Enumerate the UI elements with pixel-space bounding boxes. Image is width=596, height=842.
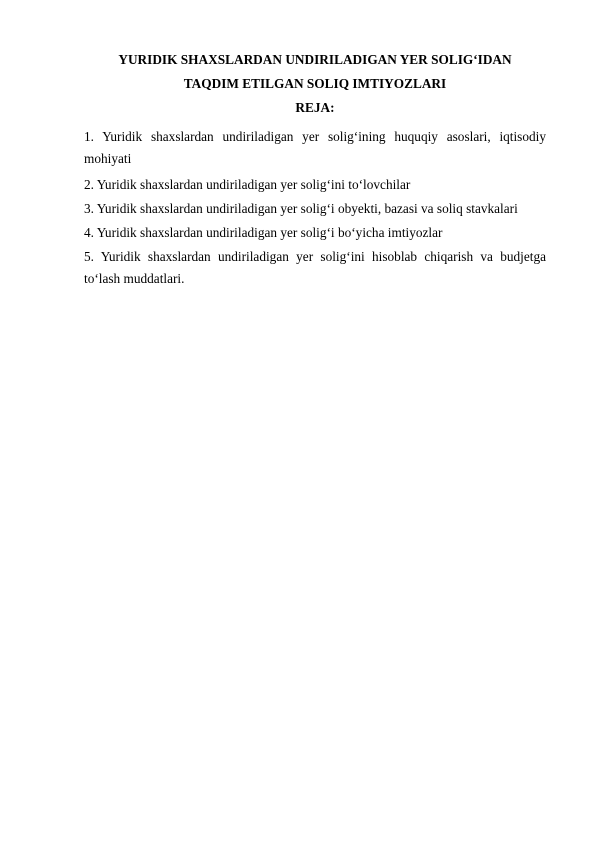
plan-item-4: 4. Yuridik shaxslardan undiriladigan yer solig‘i bo‘yicha imtiyozlar [84, 225, 443, 240]
plan-item-3: 3. Yuridik shaxslardan undiriladigan yer solig‘i obyekti, bazasi va soliq stavkalari [84, 201, 518, 216]
document-title-line-2: TAQDIM ETILGAN SOLIQ IMTIYOZLARI [183, 76, 447, 91]
plan-item-2: 2. Yuridik shaxslardan undiriladigan yer solig‘ini to‘lovchilar [84, 177, 411, 192]
document-title-line-1: YURIDIK SHAXSLARDAN UNDIRILADIGAN YER SOLIG‘IDAN [118, 52, 512, 67]
plan-item-1: 1. Yuridik shaxslardan undiriladigan yer solig‘ining huquqiy asoslari, iqtisodiy mohiyati [84, 129, 546, 166]
plan-item-5: 5. Yuridik shaxslardan undiriladigan yer solig‘ini hisoblab chiqarish va budjetga to‘lash muddatlari. [84, 249, 546, 286]
plan-heading: REJA: [295, 100, 335, 115]
